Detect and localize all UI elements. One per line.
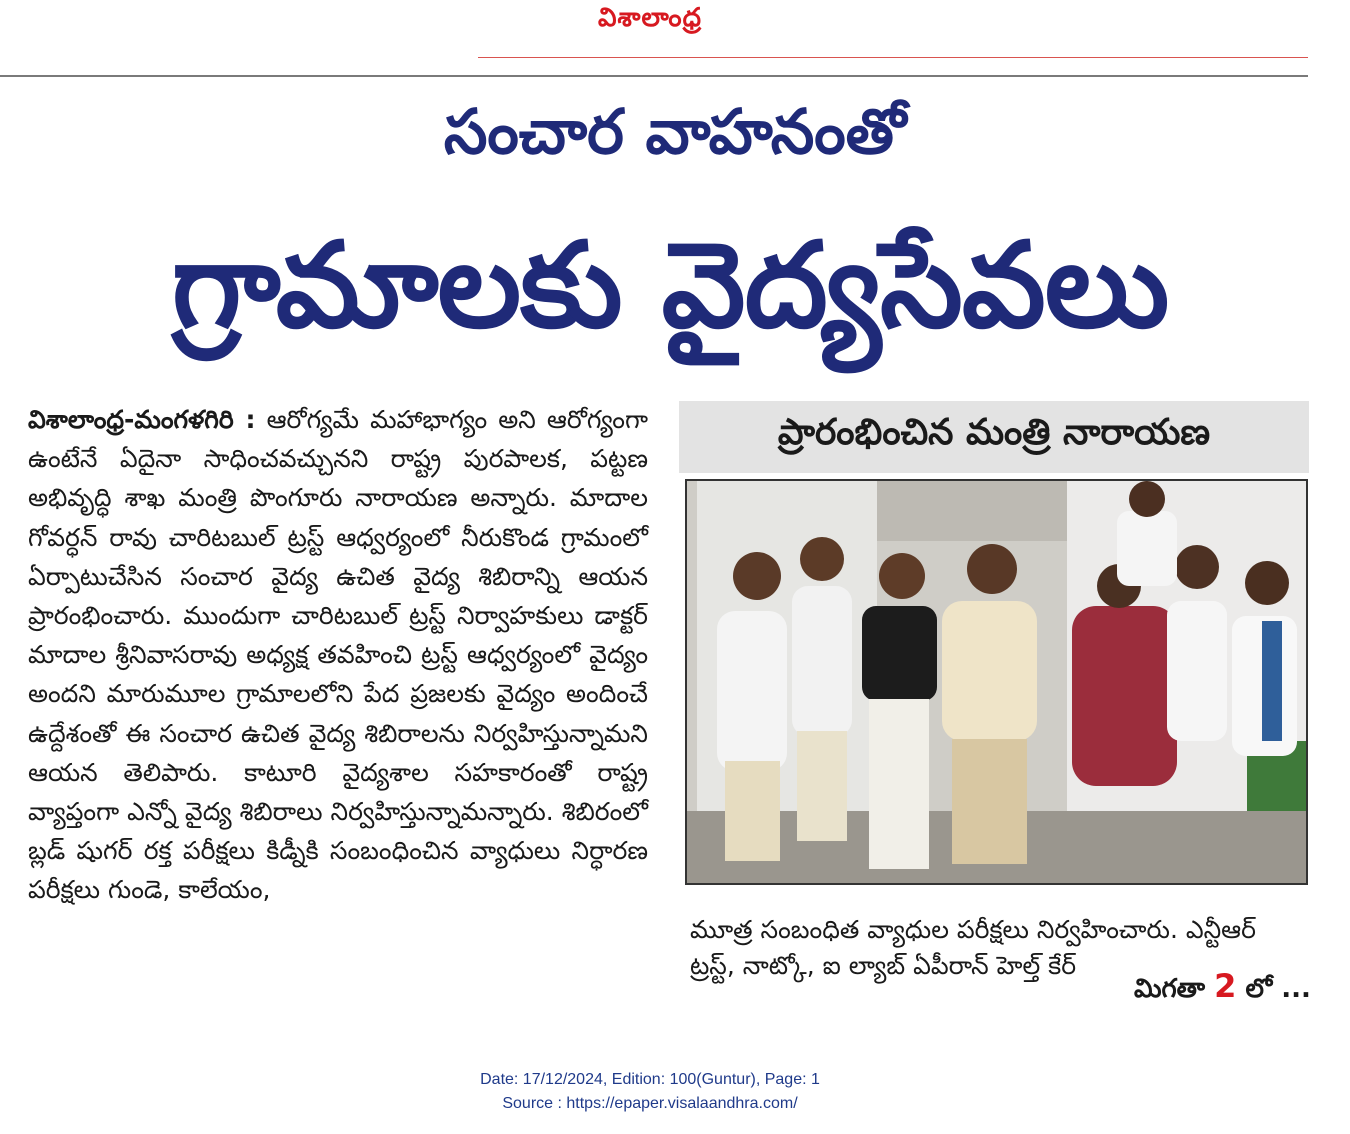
subheading-box [679,401,1309,473]
news-photo [685,479,1308,885]
article-body-text: ఆరోగ్యమే మహాభాగ్యం అని ఆరోగ్యంగా ఉంటేనే ఏదైనా సాధించవచ్చునని రాష్ట్ర పురపాలక, పట్టణ అభివృద్ధి శాఖ మంత్రి పొంగూరు నారాయణ అన్నారు. మాదాల గోవర్ధన్ రావు చారిటబుల్ ట్రస్ట్ ఆధ్వర్యంలో నీరుకొండ గ్రామంలో ఏర్పాటుచేసిన సంచార వైద్య ఉచిత వైద్య శిబిరాన్ని ఆయన ప్రారంభించారు. ముందుగా చారిటబుల్ ట్రస్ట్ నిర్వాహకులు డాక్టర్ మాదాల శ్రీనివాసరావు అధ్యక్ష తవహించి ట్రస్ట్ ఆధ్వర్యంలో వైద్యం అందని మారుమూల గ్రామాలలోని పేద ప్రజలకు వైద్యం అందించే ఉద్దేశంతో ఈ సంచార ఉచిత వైద్య శిబిరాలను నిర్వహిస్తున్నామని ఆయన తెలిపారు. కాటూరి వైద్యశాల సహకారంతో రాష్ట్ర వ్యాప్తంగా ఎన్నో వైద్య శిబిరాలు నిర్వహిస్తున్నామన్నారు. శిబిరంలో బ్లడ్ షుగర్ రక్త పరీక్షలు కిడ్నీకి సంబంధించిన వ్యాధులు నిర్ధారణ పరీక్షలు గుండె, కాలేయం, [28,405,648,905]
headline-kicker: సంచార వాహనంతో [443,95,907,168]
article-continuation-line-1: మూత్ర సంబంధిత వ్యాధుల పరీక్షలు నిర్వహించారు. ఎన్టీఆర్ [690,915,1256,944]
jump-page-number: 2 [1214,967,1237,1005]
footer-source-url: Source : https://epaper.visalaandhra.com/ [502,1095,798,1112]
header-divider [0,75,1308,77]
subheading-text: ప్రారంభించిన మంత్రి నారాయణ [777,412,1211,453]
group-photo-illustration [687,481,1306,883]
jump-prefix: మిగతా [1134,974,1206,1004]
main-headline: గ్రామాలకు వైద్యసేవలు [171,216,1169,354]
newspaper-masthead-logo: విశాలాంధ్ర [598,3,702,33]
article-dateline: విశాలాంధ్ర-మంగళగిరి : [28,405,256,434]
continued-on-page-note [1134,966,1311,1009]
article-body-column [28,400,648,1000]
article-continuation-line-2: ట్రస్ట్, నాట్కో, ఐ ల్యాబ్ ఏపీరాన్ హెల్త్ కేర్ [690,951,1077,980]
masthead-rule [478,57,1308,58]
source-footer [0,1068,1300,1116]
jump-suffix: లో ... [1245,974,1311,1004]
footer-date-edition: Date: 17/12/2024, Edition: 100(Guntur), Page: 1 [480,1071,820,1088]
